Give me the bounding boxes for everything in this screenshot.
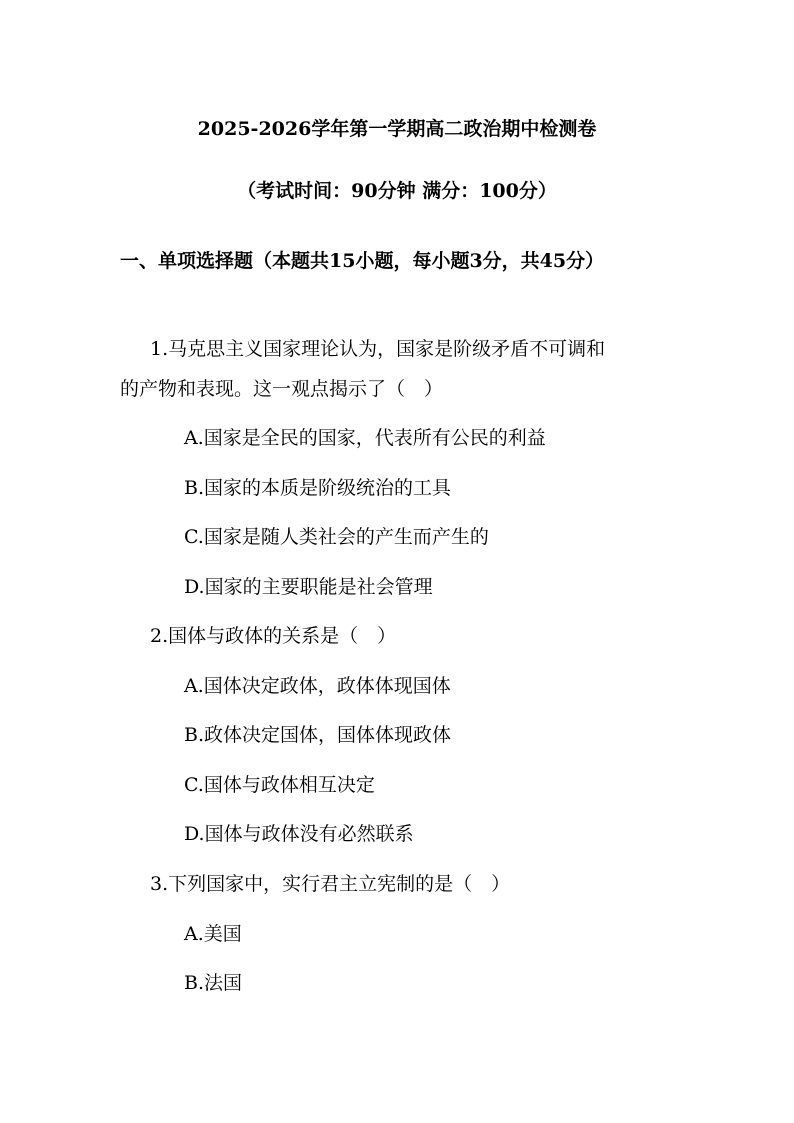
question-1-option-b: B.国家的本质是阶级统治的工具 [184,477,452,499]
question-1-stem-line-2: 的产物和表现。这一观点揭示了（ ） [120,378,444,400]
question-2-option-b: B.政体决定国体，国体体现政体 [184,724,452,746]
question-3-option-a: A.美国 [184,923,242,945]
question-3-stem: 3.下列国家中，实行君主立宪制的是（ ） [150,873,511,895]
question-2-option-d: D.国体与政体没有必然联系 [184,823,414,845]
exam-subtitle: （考试时间：90分钟 满分：100分） [237,180,557,202]
question-3-option-b: B.法国 [184,972,243,994]
question-1-option-d: D.国家的主要职能是社会管理 [184,576,433,598]
exam-title: 2025-2026学年第一学期高二政治期中检测卷 [197,118,597,140]
section-heading: 一、单项选择题（本题共15小题，每小题3分，共45分） [120,250,605,272]
question-1-option-c: C.国家是随人类社会的产生而产生的 [184,526,489,548]
question-2-option-a: A.国体决定政体，政体体现国体 [184,675,451,697]
question-1-option-a: A.国家是全民的国家，代表所有公民的利益 [184,427,546,449]
question-2-option-c: C.国体与政体相互决定 [184,774,375,796]
question-2-stem: 2.国体与政体的关系是（ ） [150,625,397,647]
question-1-stem-line-1: 1.马克思主义国家理论认为，国家是阶级矛盾不可调和 [150,338,606,360]
